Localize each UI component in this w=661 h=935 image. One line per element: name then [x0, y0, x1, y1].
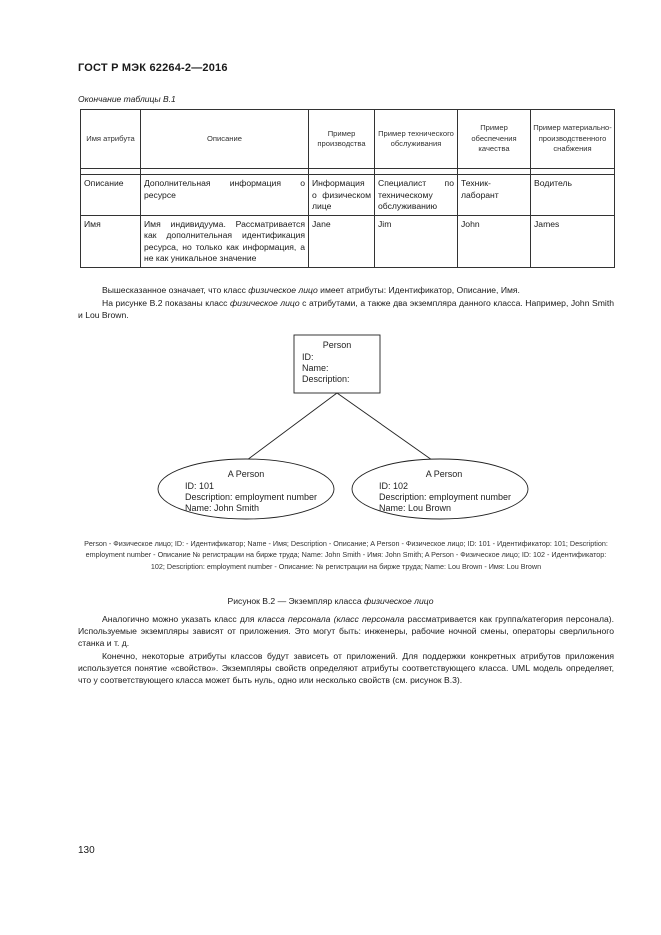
table-cell: Водитель	[531, 175, 615, 216]
column-header: Пример материально-производственного снабжения	[531, 110, 615, 169]
instance-title: A Person	[227, 469, 265, 479]
paragraph	[78, 297, 614, 321]
document-header: ГОСТ Р МЭК 62264-2—2016	[78, 62, 228, 74]
table-cell: Имя	[81, 215, 141, 267]
text-run-italic: физическое лицо	[248, 285, 318, 295]
paragraph	[78, 284, 614, 296]
paragraph	[78, 613, 614, 650]
table-cell: Имя индивидуума. Рассматривается как дополнительная идентификация ресурса, но только как информация, а не как уникальное значение	[141, 215, 309, 267]
table-cell: Jim	[375, 215, 458, 267]
instance-attr: Description: employment number	[379, 492, 512, 502]
table-row	[81, 215, 615, 267]
text-run: с атрибутами, а также два экземпляра данного класса. Например, John Smith и Lou Brown.	[78, 298, 614, 321]
instance-attr: ID: 101	[185, 481, 215, 491]
text-run: имеет атрибуты: Идентификатор, Описание, Имя.	[317, 285, 520, 295]
instance-attr: Description: employment number	[185, 492, 318, 502]
class-box-attr: Name:	[302, 363, 329, 373]
page-number: 130	[78, 845, 95, 856]
column-header: Описание	[141, 110, 309, 169]
figure-legend: Person - Физическое лицо; ID: - Идентификатор; Name - Имя; Description - Описание; A Person - Физическое лицо; ID: 101 - Идентификатор: 101; Description: employment number - Описание № регистрации на бирже труда; Name: John Smith - Имя: John Smith; A Person - Физическое лицо; ID: 102 - Идентификатор: 102; Description: employment number - Описание: № регистрации на бирже труда; Name: Lou Brown - Имя: Lou Brown	[84, 539, 608, 571]
text-run: рассматривается как группа/категория персонала). Используемые экземпляры зависят от приложения. Это могут быть: инженеры, рабочие ночной смены, операторы сверлильного станка и т. д.	[78, 614, 615, 649]
table-cell: Описание	[81, 175, 141, 216]
table-cell: Специалист по техническому обслуживанию	[375, 175, 458, 216]
uml-object-diagram	[0, 330, 661, 530]
instance-attr: Name: Lou Brown	[379, 503, 452, 513]
instance-link-line	[337, 393, 432, 460]
text-run: Рисунок В.2 — Экземпляр класса	[227, 596, 365, 606]
table-cell: Информация о физическом лице	[309, 175, 375, 216]
text-run-italic: физическое лицо	[230, 298, 300, 308]
table-cell: Jane	[309, 215, 375, 267]
instance-attr: Name: John Smith	[185, 503, 260, 513]
table-cell: James	[531, 215, 615, 267]
paragraph: Конечно, некоторые атрибуты классов будут зависеть от приложений. Для поддержки конкретных атрибутов приложения используется понятие «свойство». Экземпляры свойств определяют атрибуты соответствующего класса. UML модель определяет, что у соответствующего класса может быть нуль, одно или несколько свойств (см. рисунок В.3).	[78, 651, 614, 686]
table-header-row	[81, 110, 615, 169]
attributes-table	[80, 109, 615, 268]
table-caption: Окончание таблицы В.1	[78, 94, 176, 104]
table-cell: Техник-лаборант	[458, 175, 531, 216]
table-cell: Дополнительная информация о ресурсе	[141, 175, 309, 216]
table-row	[81, 175, 615, 216]
column-header: Пример технического обслуживания	[375, 110, 458, 169]
column-header: Пример обеспечения качества	[458, 110, 531, 169]
instance-title: A Person	[425, 469, 463, 479]
text-run: Вышесказанное означает, что класс	[102, 285, 249, 295]
instance-link-line	[247, 393, 337, 460]
column-header: Пример производства	[309, 110, 375, 169]
figure-caption	[0, 596, 661, 606]
instance-attr: ID: 102	[379, 481, 409, 491]
class-box-attr: ID:	[302, 352, 314, 362]
column-header: Имя атрибута	[81, 110, 141, 169]
text-run: Аналогично можно указать класс для	[102, 614, 258, 624]
table-cell: John	[458, 215, 531, 267]
text-run: На рисунке В.2 показаны класс	[102, 298, 230, 308]
text-run-italic: класса персонала (класс персонала	[257, 614, 405, 624]
text-run-italic: физическое лицо	[364, 596, 434, 606]
class-box-title: Person	[322, 340, 352, 350]
class-box-attr: Description:	[302, 374, 350, 384]
